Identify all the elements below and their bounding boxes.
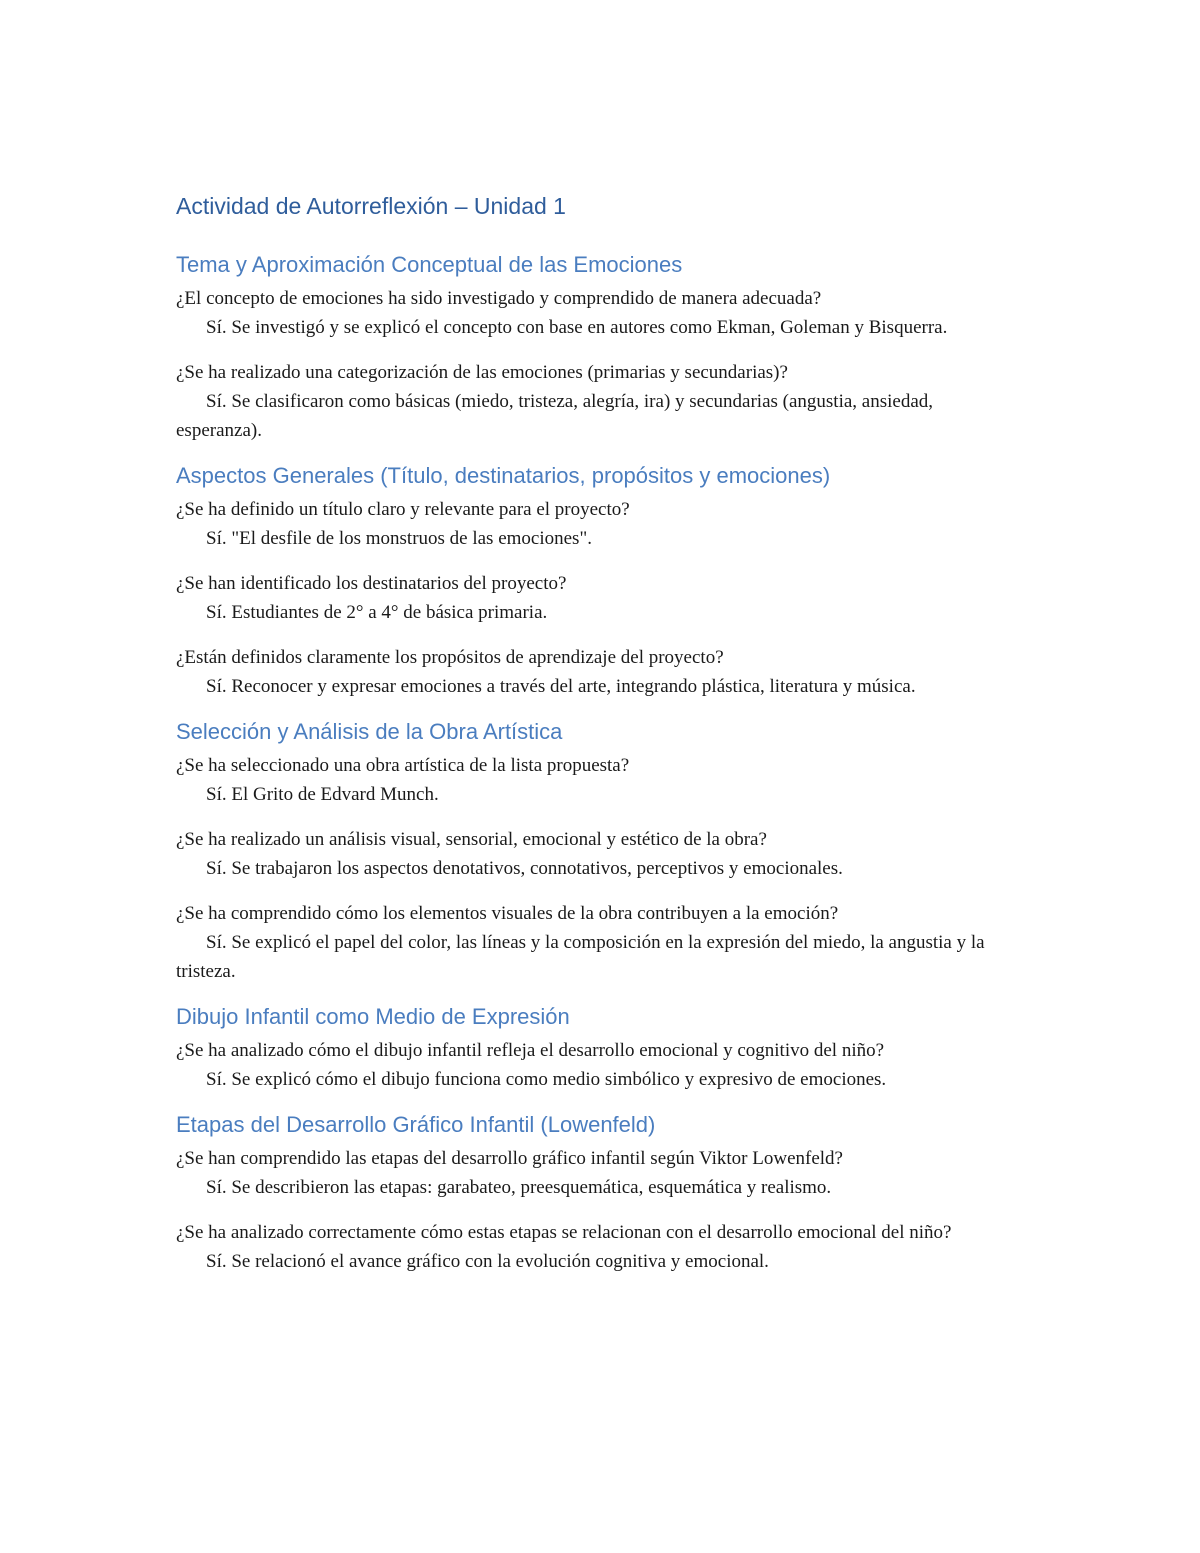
answer-text: Sí. Se investigó y se explicó el concepto con base en autores como Ekman, Goleman y Bisquerra.	[206, 317, 948, 338]
question-text: ¿Se han comprendido las etapas del desarrollo gráfico infantil según Viktor Lowenfeld?	[176, 1148, 843, 1169]
answer-text: Sí. El Grito de Edvard Munch.	[206, 784, 439, 805]
section-heading: Etapas del Desarrollo Gráfico Infantil (Lowenfeld)	[176, 1112, 656, 1137]
question-text: ¿Se han identificado los destinatarios del proyecto?	[176, 573, 567, 594]
question-text: ¿Se ha analizado cómo el dibujo infantil refleja el desarrollo emocional y cognitivo del niño?	[176, 1040, 885, 1061]
question-text: ¿Se ha analizado correctamente cómo estas etapas se relacionan con el desarrollo emocional del niño?	[176, 1222, 952, 1243]
answer-text: Sí. Se trabajaron los aspectos denotativos, connotativos, perceptivos y emocionales.	[206, 858, 843, 879]
qa-item	[176, 495, 1016, 553]
answer-text: Sí. Se explicó cómo el dibujo funciona como medio simbólico y expresivo de emociones.	[206, 1069, 887, 1090]
question-text: ¿Se ha comprendido cómo los elementos visuales de la obra contribuyen a la emoción?	[176, 903, 839, 924]
question-text: ¿Se ha seleccionado una obra artística de la lista propuesta?	[176, 755, 630, 776]
answer-text: Sí. Se explicó el papel del color, las líneas y la composición en la expresión del miedo, la angustia y la tristeza.	[176, 932, 985, 982]
qa-item	[176, 1036, 1016, 1094]
question-text: ¿Se ha realizado una categorización de las emociones (primarias y secundarias)?	[176, 362, 788, 383]
answer-text: Sí. Se relacionó el avance gráfico con la evolución cognitiva y emocional.	[206, 1251, 769, 1272]
answer-text: Sí. Se clasificaron como básicas (miedo, tristeza, alegría, ira) y secundarias (angustia, ansiedad, esperanza).	[176, 391, 934, 441]
answer-text: Sí. Reconocer y expresar emociones a través del arte, integrando plástica, literatura y música.	[206, 676, 916, 697]
question-text: ¿El concepto de emociones ha sido investigado y comprendido de manera adecuada?	[176, 288, 822, 309]
answer-text: Sí. "El desfile de los monstruos de las emociones".	[206, 528, 592, 549]
qa-item	[176, 569, 1016, 627]
qa-item	[176, 284, 1016, 342]
answer-text: Sí. Estudiantes de 2° a 4° de básica primaria.	[206, 602, 548, 623]
section-heading: Aspectos Generales (Título, destinatarios, propósitos y emociones)	[176, 463, 831, 488]
document-title: Actividad de Autorreflexión – Unidad 1	[176, 193, 566, 219]
section-heading: Tema y Aproximación Conceptual de las Emociones	[176, 252, 683, 277]
qa-item	[176, 643, 1016, 701]
section-heading: Selección y Análisis de la Obra Artística	[176, 719, 563, 744]
qa-item	[176, 1218, 1016, 1276]
question-text: ¿Están definidos claramente los propósitos de aprendizaje del proyecto?	[176, 647, 724, 668]
qa-item	[176, 1144, 1016, 1202]
section-etapas-lowenfeld	[176, 1110, 1016, 1276]
qa-item	[176, 899, 1016, 986]
section-obra-artistica	[176, 717, 1016, 986]
qa-item	[176, 751, 1016, 809]
qa-item	[176, 358, 1016, 445]
document-page	[176, 190, 1016, 1292]
section-heading: Dibujo Infantil como Medio de Expresión	[176, 1004, 570, 1029]
qa-item	[176, 825, 1016, 883]
section-emociones	[176, 250, 1016, 445]
section-aspectos-generales	[176, 461, 1016, 701]
answer-text: Sí. Se describieron las etapas: garabateo, preesquemática, esquemática y realismo.	[206, 1177, 832, 1198]
section-dibujo-infantil	[176, 1002, 1016, 1094]
question-text: ¿Se ha realizado un análisis visual, sensorial, emocional y estético de la obra?	[176, 829, 767, 850]
question-text: ¿Se ha definido un título claro y relevante para el proyecto?	[176, 499, 630, 520]
